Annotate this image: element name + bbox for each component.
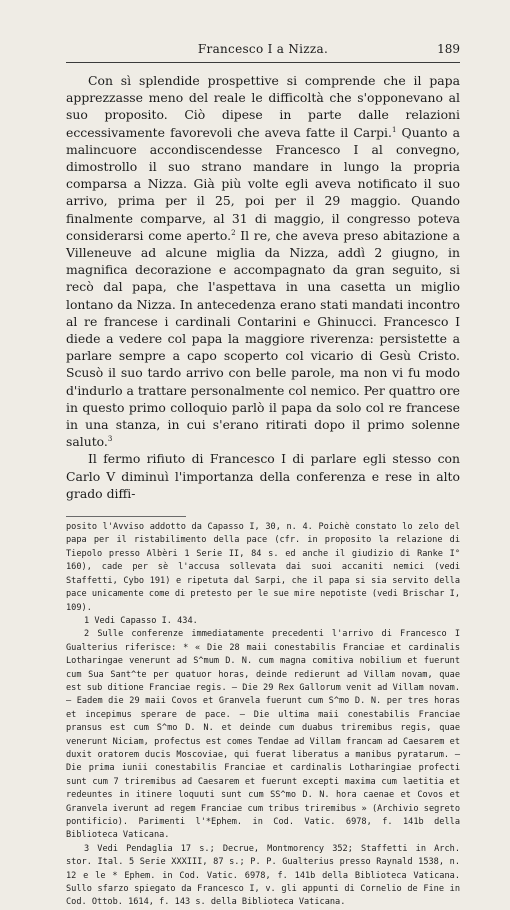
paragraph bbox=[66, 72, 460, 450]
footnote-3: 3 Vedi Pendaglia 17 s.; Decrue, Montmorency 352; Staffetti in Arch. stor. Ital. 5 Serie XXXIII, 87 s.; P. P. Gualterius presso Raynald 1538, n. 12 e le * Ephem. in Cod. Vatic. 6978, f. 141b della Biblioteca Vaticana. Sullo sfarzo spiegato da Francesco I, v. gli appunti di Cornelio de Fine in Cod. Ottob. 1614, f. 143 s. della Biblioteca Vaticana. bbox=[66, 843, 460, 908]
running-head bbox=[66, 38, 460, 58]
main-text bbox=[66, 72, 460, 502]
paragraph: Il fermo rifiuto di Francesco I di parlare egli stesso con Carlo V diminuì l'importanza della conferenza e rese in alto grado diffi- bbox=[66, 451, 460, 501]
footnote-continuation: posito l'Avviso addotto da Capasso I, 30, n. 4. Poichè constato lo zelo del papa per il ristabilimento della pace (cfr. in proposito la relazione di Tiepolo presso Albèri 1 Serie II, 84 s. ed anche il giudizio di Ranke I° 160), cade per sè l'accusa sollevata dai suoi accaniti nemici (vedi Staffetti, Cybo 191) e ripetuta dal Sarpi, che il papa si sia servito della pace unicamente come di pretesto per le sue mire nepotiste (vedi Brischar I, 109). bbox=[66, 522, 460, 613]
header-rule bbox=[66, 62, 460, 63]
running-title: Francesco I a Nizza. bbox=[197, 42, 329, 56]
page-number: 189 bbox=[437, 42, 460, 56]
footnote-2: 2 Sulle conferenze immediatamente precedenti l'arrivo di Francesco I Gualterius riferisce: * « Die 28 maii conestabilis Franciae et cardinalis Lotharingae venerunt ad S^mum D. N. cum magna comitiva nobilium et fuerunt cum Sua Sant^te per quatuor horas, deinde redierunt ad Villam novam, quae est sub ditione Franciae regis. — Die 29 Rex Gallorum venit ad Villam novam. — Eadem die 29 maii Covos et Granvela fuerunt cum S^mo D. N. per tres horas et incepimus sperare de pace. — Die ultima maii conestabilis Franciae pransus est cum S^mo D. N. et deinde cum duabus triremibus regis, quae venerunt Niciam, profectus est comes Tendae ad Villam francam ad Caesarem et duxit oratorem ducis Moscoviae, qui fuerat liberatus a manibus pyratarum. — Die prima iunii conestabilis Franciae et cardinalis Lotharingiae profecti sunt cum 7 triremibus ad Caesarem et fuerunt excepti maxima cum laetitia et redeuntes in itinere loquuti sunt cum SS^mo D. N. hora caenae et Covos et Granvela iverunt ad regem Franciae cum tribus triremibus » (Archivio segreto pontificio). Parimenti l'*Ephem. in Cod. Vatic. 6978, f. 141b della Biblioteca Vaticana. bbox=[66, 629, 460, 841]
paragraph-text: Quanto a malincuore accondiscendesse Francesco I al convegno, dimostrollo il suo strano mandare in lungo la propria comparsa a Nizza. Già più volte egli aveva notificato il suo arrivo, prima per il 25, poi per il 29 maggio. Quando finalmente comparve, al 31 di maggio, il congresso poteva considerarsi come aperto. bbox=[66, 124, 460, 243]
footnote-separator bbox=[66, 516, 186, 517]
footnote-ref: 1 bbox=[391, 125, 397, 134]
footnote-ref: 2 bbox=[231, 228, 236, 237]
footnotes bbox=[66, 521, 460, 910]
paragraph-text: Con sì splendide prospettive si comprende che il papa apprezzasse meno del reale le difficoltà che s'opponevano al suo proposito. Ciò dipese in parte dalle relazioni eccessivamente favorevoli che aveva fatte il Carpi. bbox=[66, 73, 460, 140]
paragraph-text: Il re, che aveva preso abitazione a Villeneuve ad alcune miglia da Nizza, addì 2 giugno, in magnifica decorazione e accompagnato da gran seguito, si recò dal papa, che l'aspettava in una casetta un miglio lontano da Nizza. In antecedenza erano stati mandati incontro al re francese i cardinali Contarini e Ghinucci. Francesco I diede a vedere col papa la maggiore riverenza: persistette a parlare sempre a capo scoperto col vicario di Gesù Cristo. Scusò il suo tardo arrivo con belle parole, ma non vi fu modo d'indurlo a trattare personalmente col nemico. Per quattro ore in questo primo colloquio parlò il papa da solo col re francese in una stanza, in cui s'erano ritirati dopo il primo solenne saluto. bbox=[66, 227, 460, 450]
footnote-ref: 3 bbox=[107, 435, 113, 444]
footnote-1: 1 Vedi Capasso I. 434. bbox=[84, 615, 198, 626]
